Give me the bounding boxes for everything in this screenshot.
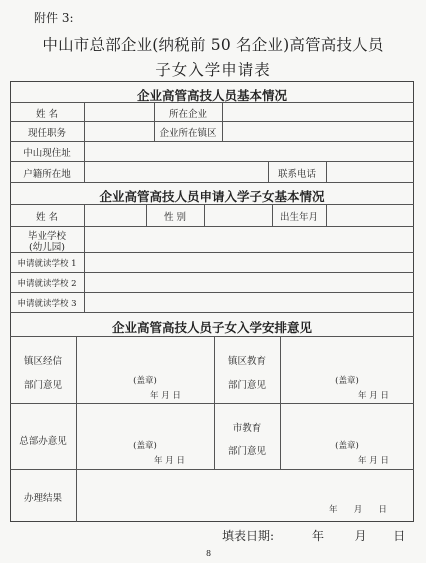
fill-date-label: 填表日期: [222, 529, 275, 543]
company-label: 所在企业 [168, 109, 207, 120]
section-arrangement-title: 企业高管高技人员子女入学安排意见 [111, 320, 312, 335]
stamp-town-econ: (盖章) [133, 376, 157, 386]
date-town-edu: 年 月 日 [358, 391, 389, 401]
phone-label: 联系电话 [277, 169, 316, 180]
household-label: 户籍所在地 [23, 169, 71, 180]
hq-office-label: 总部办意见 [19, 436, 67, 447]
date-hq-office: 年 月 日 [154, 456, 185, 466]
name-label: 姓 名 [35, 109, 59, 120]
address-label: 中山现住址 [23, 148, 71, 159]
result-label: 办理结果 [23, 493, 62, 504]
apply-school-2-label: 申请就读学校 2 [17, 279, 77, 289]
town-edu-label-line2: 部门意见 [227, 380, 266, 391]
result-date: 年 月 日 [329, 505, 387, 515]
birth-date-label: 出生年月 [279, 212, 318, 223]
city-edu-label-line1: 市教育 [232, 423, 262, 434]
grad-school-label-line2: (幼儿园) [29, 242, 65, 253]
child-name-label: 姓 名 [35, 212, 59, 223]
company-town-label: 企业所在镇区 [159, 128, 217, 139]
town-edu-label-line1: 镇区教育 [227, 356, 266, 367]
date-city-edu: 年 月 日 [358, 456, 389, 466]
city-edu-label-line2: 部门意见 [227, 446, 266, 457]
date-town-econ: 年 月 日 [150, 391, 181, 401]
stamp-town-edu: (盖章) [335, 376, 359, 386]
form-title: 中山市总部企业(纳税前 50 名企业)高管高技人员 [42, 36, 384, 54]
apply-school-3-label: 申请就读学校 3 [17, 299, 77, 309]
section-child-info-title: 企业高管高技人员申请入学子女基本情况 [99, 189, 325, 204]
town-econ-label-line1: 镇区经信 [23, 356, 62, 367]
stamp-city-edu: (盖章) [335, 441, 359, 451]
fill-date-value: 年 月 日 [312, 529, 406, 543]
town-econ-label-line2: 部门意见 [23, 380, 62, 391]
section-basic-info-title: 企业高管高技人员基本情况 [136, 88, 287, 103]
grad-school-label-line1: 毕业学校 [27, 231, 66, 242]
page-number: 8 [206, 549, 212, 558]
position-label: 现任职务 [27, 128, 66, 139]
attachment-label: 附件 3: [34, 11, 74, 25]
stamp-hq-office: (盖章) [133, 441, 157, 451]
form-subtitle: 子女入学申请表 [155, 61, 271, 79]
apply-school-1-label: 申请就读学校 1 [17, 259, 77, 269]
gender-label: 性 别 [163, 212, 187, 223]
